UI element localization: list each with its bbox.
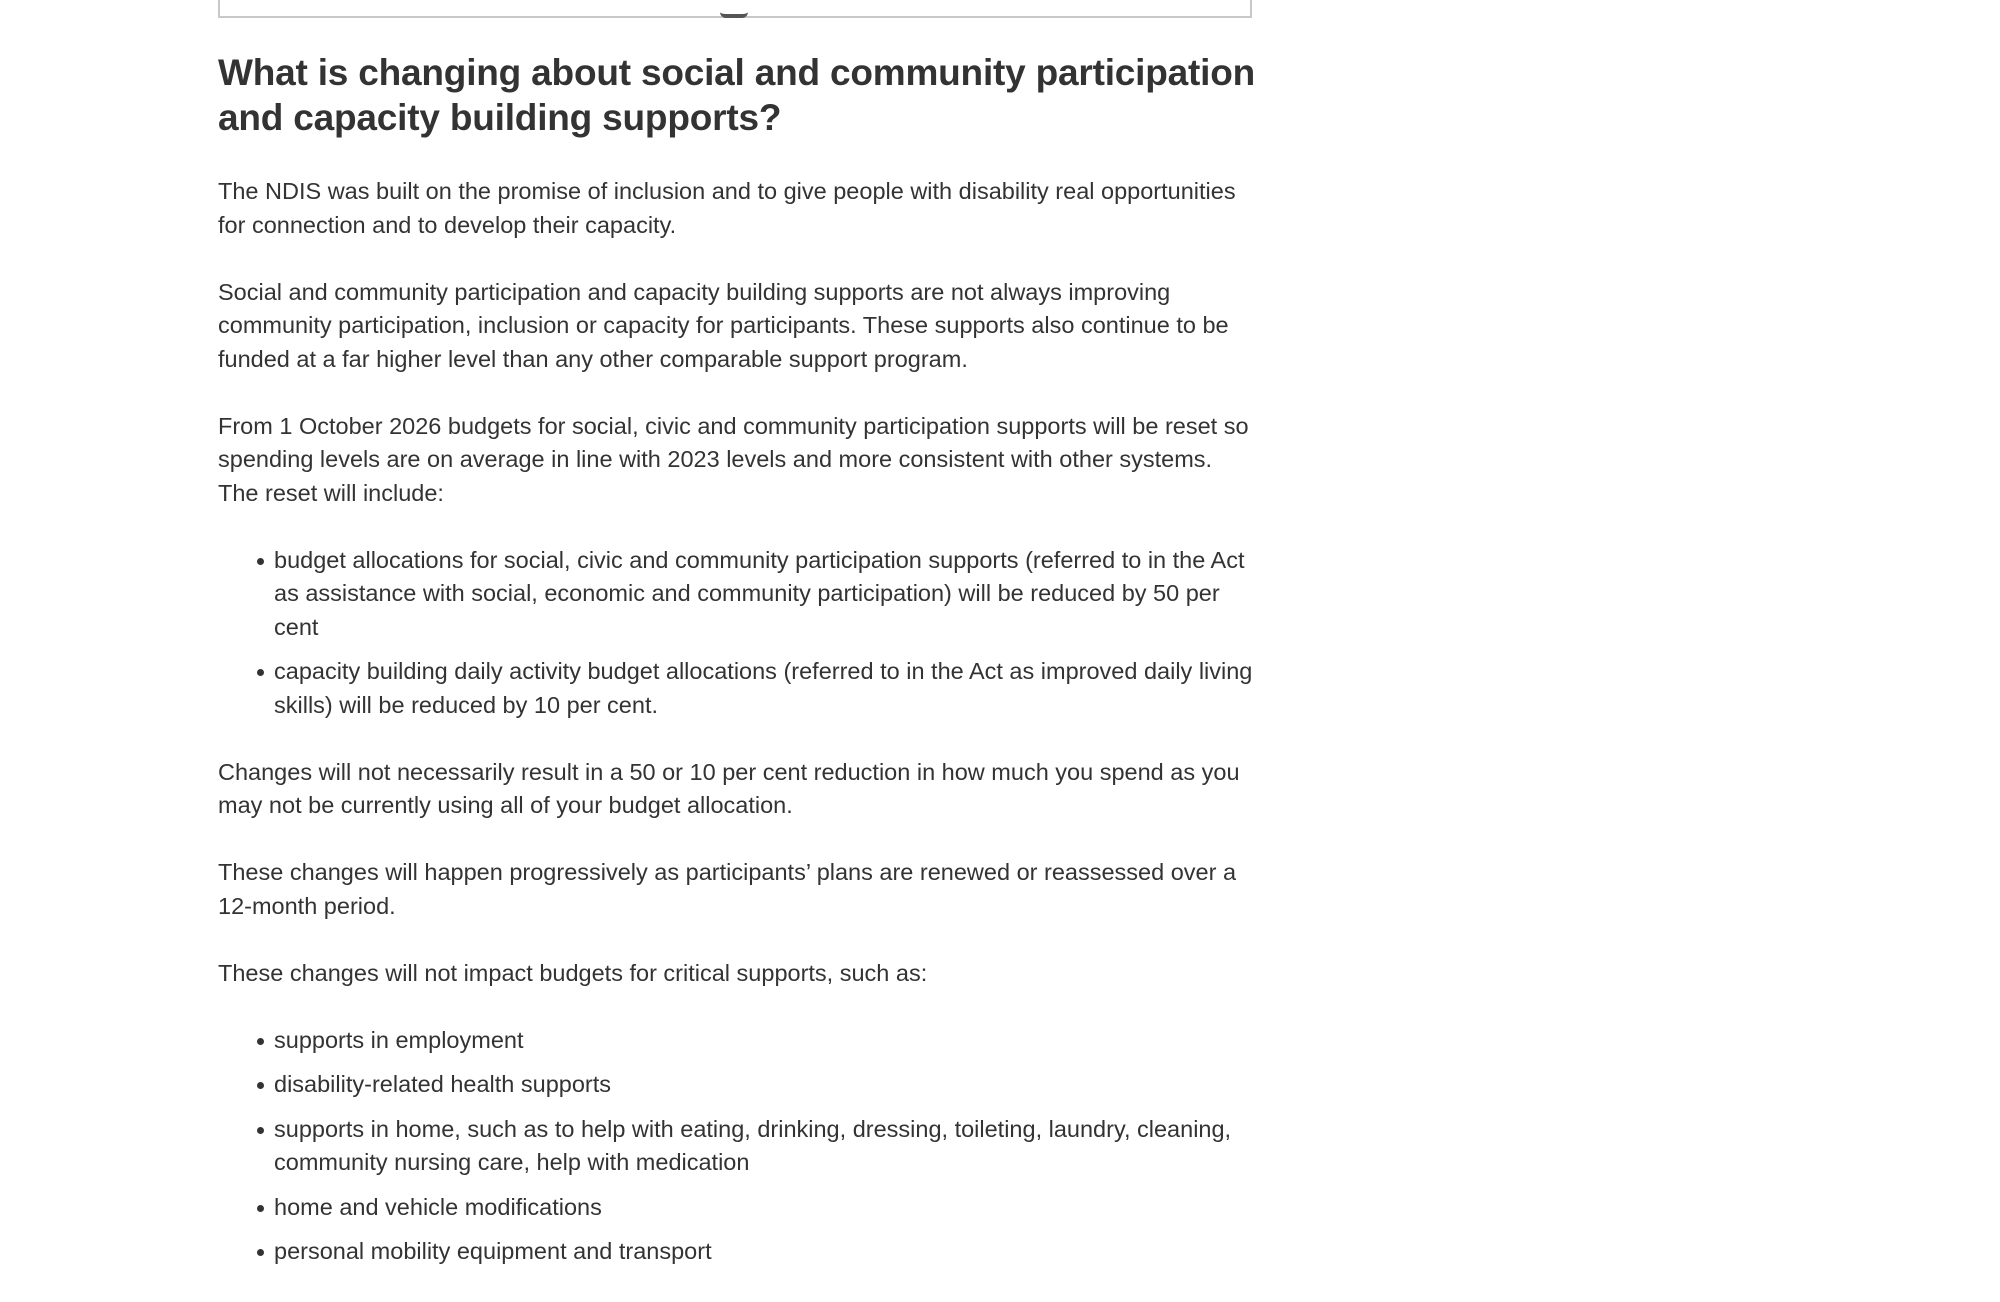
main-content xyxy=(218,50,1258,1302)
paragraph-critical-supports-intro: These changes will not impact budgets for critical supports, such as: xyxy=(218,959,928,986)
critical-supports-list xyxy=(218,1024,1258,1269)
list-item: supports in home, such as to help with eating, drinking, dressing, toileting, laundry, cleaning, community nursing care, help with medication xyxy=(274,1113,1258,1180)
paragraph-supports-not-improving: Social and community participation and capacity building supports are not always improving community participation, inclusion or capacity for participants. These supports also continue to be funded at a far higher level than any other comparable support program. xyxy=(218,278,1229,372)
reset-list xyxy=(218,544,1258,723)
list-item: home and vehicle modifications xyxy=(274,1191,1258,1225)
section-heading: What is changing about social and community participation and capacity building supports? xyxy=(218,52,1256,138)
paragraph-budget-reset: From 1 October 2026 budgets for social, civic and community participation supports will be reset so spending levels are on average in line with 2023 levels and more consistent with other systems. The reset will include: xyxy=(218,412,1249,506)
list-item: budget allocations for social, civic and community participation supports (referred to in the Act as assistance with social, economic and community participation) will be reduced by 50 per cent xyxy=(274,544,1258,645)
list-item: disability-related health supports xyxy=(274,1068,1258,1102)
paragraph-progressive-changes: These changes will happen progressively as participants’ plans are renewed or reassessed over a 12-month period. xyxy=(218,859,1237,919)
list-item: capacity building daily activity budget allocations (referred to in the Act as improved daily living skills) will be reduced by 10 per cent. xyxy=(274,655,1258,722)
list-item: personal mobility equipment and transport xyxy=(274,1235,1258,1269)
paragraph-ndis-promise: The NDIS was built on the promise of inclusion and to give people with disability real opportunities for connection and to develop their capacity. xyxy=(218,178,1236,238)
list-item: supports in employment xyxy=(274,1024,1258,1058)
cutoff-text-fragment xyxy=(480,8,590,14)
previous-content-box xyxy=(218,0,1252,18)
paragraph-not-necessarily-reduction: Changes will not necessarily result in a 50 or 10 per cent reduction in how much you spend as you may not be currently using all of your budget allocation. xyxy=(218,758,1240,818)
